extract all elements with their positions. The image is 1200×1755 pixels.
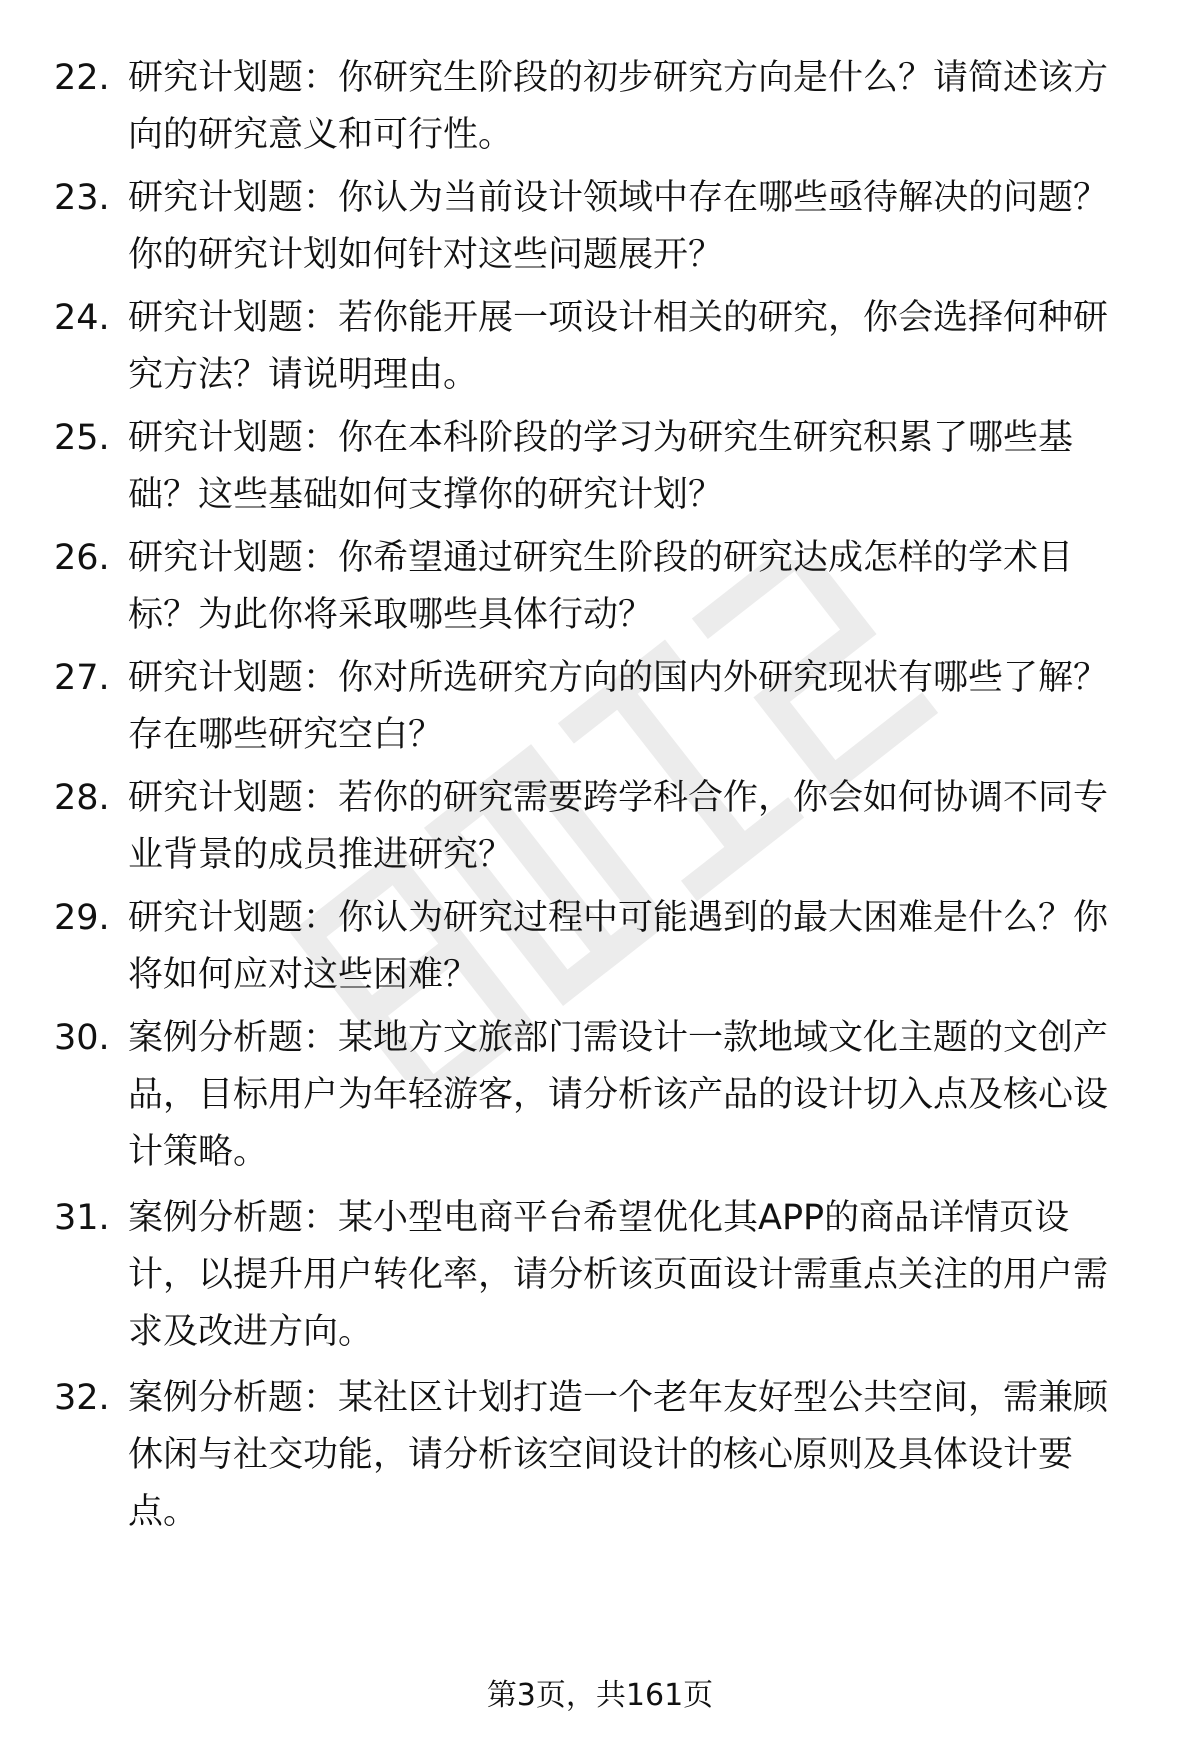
question-number: 32. bbox=[54, 1378, 110, 1418]
question-text: 研究计划题：你认为当前设计领域中存在哪些亟待解决的问题？你的研究计划如何针对这些问题展开？ bbox=[128, 178, 1109, 275]
question-text: 案例分析题：某社区计划打造一个老年友好型公共空间，需兼顾休闲与社交功能，请分析该空间设计的核心原则及具体设计要点。 bbox=[128, 1378, 1109, 1532]
question-text: 研究计划题：你希望通过研究生阶段的研究达成怎样的学术目标？为此你将采取哪些具体行动？ bbox=[128, 538, 1074, 635]
question-number: 25. bbox=[54, 418, 110, 458]
question-number: 30. bbox=[54, 1018, 110, 1058]
question-number: 26. bbox=[54, 538, 110, 578]
question-number: 23. bbox=[54, 178, 110, 218]
question-number: 31. bbox=[54, 1198, 110, 1238]
question-number: 29. bbox=[54, 898, 110, 938]
question-number: 22. bbox=[54, 58, 110, 98]
question-text: 案例分析题：某小型电商平台希望优化其APP的商品详情页设计，以提升用户转化率，请分析该页面设计需重点关注的用户需求及改进方向。 bbox=[128, 1198, 1109, 1352]
question-text: 案例分析题：某地方文旅部门需设计一款地域文化主题的文创产品，目标用户为年轻游客，请分析该产品的设计切入点及核心设计策略。 bbox=[128, 1018, 1109, 1172]
question-number: 24. bbox=[54, 298, 110, 338]
question-text: 研究计划题：若你的研究需要跨学科合作，你会如何协调不同专业背景的成员推进研究？ bbox=[128, 778, 1109, 875]
question-text: 研究计划题：若你能开展一项设计相关的研究，你会选择何种研究方法？请说明理由。 bbox=[128, 298, 1109, 395]
question-text: 研究计划题：你对所选研究方向的国内外研究现状有哪些了解？存在哪些研究空白？ bbox=[128, 658, 1109, 755]
question-number: 27. bbox=[54, 658, 110, 698]
question-text: 研究计划题：你认为研究过程中可能遇到的最大困难是什么？你将如何应对这些困难？ bbox=[128, 898, 1109, 995]
page-number-footer: 第3页，共161页 bbox=[486, 1678, 714, 1713]
question-number: 28. bbox=[54, 778, 110, 818]
question-text: 研究计划题：你研究生阶段的初步研究方向是什么？请简述该方向的研究意义和可行性。 bbox=[128, 58, 1109, 155]
question-text: 研究计划题：你在本科阶段的学习为研究生研究积累了哪些基础？这些基础如何支撑你的研究计划？ bbox=[128, 418, 1074, 515]
